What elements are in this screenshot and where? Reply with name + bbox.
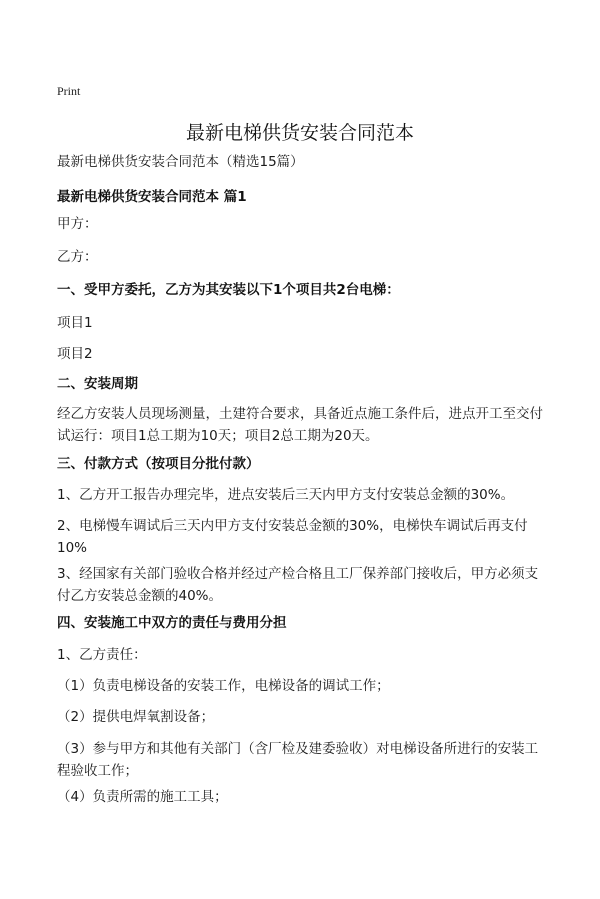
- document-title: 最新电梯供货安装合同范本: [185, 122, 414, 144]
- clause-4-heading: 四、安装施工中双方的责任与费用分担: [57, 615, 287, 631]
- party-b-label: 乙方：: [57, 249, 98, 265]
- clause-2-heading: 二、安装周期: [57, 376, 138, 392]
- payment-item-2-line-1: 2、电梯慢车调试后三天内甲方支付安装总金额的30%，电梯快车调试后再支付: [57, 518, 528, 534]
- payment-item-3-line-2: 付乙方安装总金额的40%。: [57, 588, 223, 604]
- document-subtitle: 最新电梯供货安装合同范本（精选15篇）: [57, 154, 304, 170]
- party-a-label: 甲方：: [57, 216, 98, 232]
- responsibility-item-3-line-2: 程验收工作；: [57, 763, 138, 779]
- print-link[interactable]: Print: [57, 84, 81, 98]
- responsibility-item-3-line-1: （3）参与甲方和其他有关部门（含厂检及建委验收）对电梯设备所进行的安装工: [57, 741, 539, 757]
- project-item-1: 项目1: [57, 315, 93, 331]
- payment-item-1: 1、乙方开工报告办理完毕，进点安装后三天内甲方支付安装总金额的30%。: [57, 487, 515, 503]
- period-line-2: 试运行：项目1总工期为10天；项目2总工期为20天。: [57, 428, 379, 444]
- responsibility-item-3: [57, 738, 557, 782]
- section-heading: 最新电梯供货安装合同范本 篇1: [57, 189, 247, 205]
- responsibility-item-4: （4）负责所需的施工工具；: [57, 789, 228, 805]
- period-paragraph: [57, 403, 557, 447]
- project-item-2: 项目2: [57, 346, 93, 362]
- payment-item-3-line-1: 3、经国家有关部门验收合格并经过产检合格且工厂保养部门接收后，甲方必须支: [57, 566, 539, 582]
- payment-item-3: [57, 563, 557, 607]
- period-line-1: 经乙方安装人员现场测量，土建符合要求，具备近点施工条件后，进点开工至交付: [57, 406, 543, 422]
- payment-item-2-line-2: 10%: [57, 540, 88, 556]
- payment-item-2: [57, 515, 557, 559]
- responsibility-item-1: （1）负责电梯设备的安装工作，电梯设备的调试工作；: [57, 678, 390, 694]
- clause-1-heading: 一、受甲方委托，乙方为其安装以下1个项目共2台电梯：: [57, 282, 400, 298]
- responsibility-intro: 1、乙方责任：: [57, 647, 147, 663]
- responsibility-item-2: （2）提供电焊氧割设备；: [57, 709, 215, 725]
- clause-3-heading: 三、付款方式（按项目分批付款）: [57, 456, 260, 472]
